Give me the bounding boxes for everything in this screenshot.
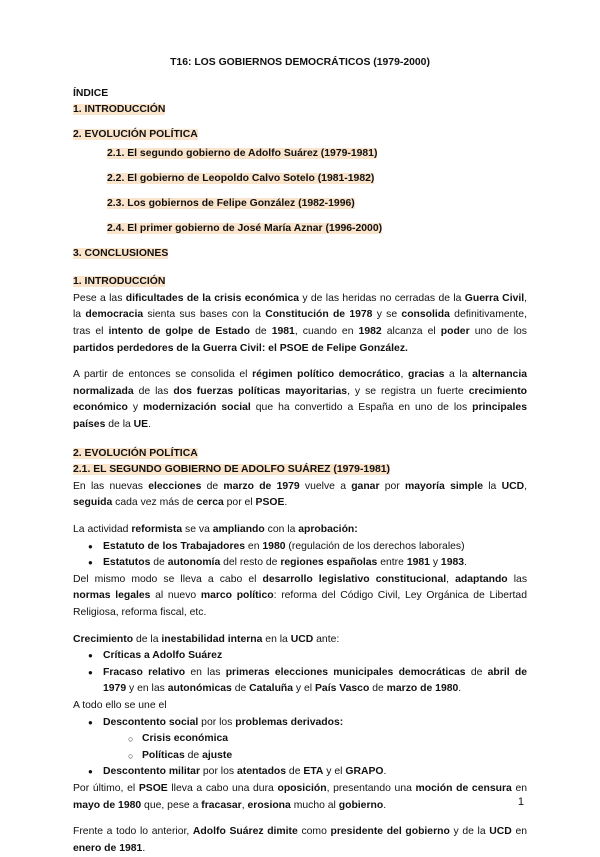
bold-text: mayoría simple bbox=[404, 480, 483, 492]
text: A partir de entonces se consolida el bbox=[73, 369, 253, 381]
bold-text: Críticas a Adolfo Suárez bbox=[103, 650, 223, 662]
list-item bbox=[73, 764, 527, 781]
bold-text: elecciones bbox=[148, 480, 202, 492]
bold-text: Estatutos bbox=[103, 557, 151, 569]
text: y bbox=[127, 402, 144, 414]
bold-text: 1981 bbox=[406, 557, 430, 569]
bold-text: 1981 bbox=[271, 326, 295, 338]
evolucion-paragraph-5 bbox=[73, 698, 527, 715]
bold-text: erosiona bbox=[247, 799, 291, 811]
index-item-conclusiones: 3. CONCLUSIONES bbox=[73, 247, 169, 259]
bold-text: UCD bbox=[489, 826, 512, 838]
evolucion-paragraph-1 bbox=[73, 479, 527, 512]
bold-text: alternancia normalizada bbox=[73, 369, 527, 397]
text: de la bbox=[133, 633, 162, 645]
bold-text: PSOE bbox=[138, 782, 168, 794]
text: lleva a cabo una dura bbox=[167, 782, 278, 794]
bold-text: ampliando bbox=[212, 524, 265, 536]
text: . bbox=[383, 799, 387, 811]
bold-text: reformista bbox=[131, 524, 183, 536]
evolucion-paragraph-2 bbox=[73, 522, 527, 539]
bold-text: marzo de 1980 bbox=[386, 683, 459, 695]
bold-text: modernización social bbox=[143, 402, 251, 414]
bold-text: ajuste bbox=[202, 749, 233, 761]
bold-text: UCD bbox=[501, 480, 525, 492]
evolucion-section bbox=[73, 446, 527, 857]
text: Pese a las bbox=[73, 292, 126, 304]
evolucion-paragraph-4 bbox=[73, 632, 527, 649]
text: de bbox=[369, 683, 387, 695]
text: Por último, el bbox=[73, 782, 139, 794]
text: por bbox=[379, 480, 405, 492]
bold-text: PSOE bbox=[255, 497, 285, 509]
text: por los bbox=[200, 766, 237, 778]
bold-text: enero de 1981 bbox=[73, 842, 143, 854]
bold-text: Adolfo Suárez dimite bbox=[192, 826, 298, 838]
list-item bbox=[73, 665, 527, 698]
evolucion-subheading: 2.1. EL SEGUNDO GOBIERNO DE ADOLFO SUÁREZ (1979-1981) bbox=[73, 464, 390, 476]
text: de bbox=[231, 683, 250, 695]
text: de bbox=[184, 749, 203, 761]
text: sienta sus bases con la bbox=[143, 309, 266, 321]
bold-text: Guerra Civil bbox=[464, 292, 525, 304]
bold-text: crecimiento económico bbox=[73, 385, 528, 414]
evolucion-paragraph-3 bbox=[73, 572, 527, 622]
text: definitivamente, tras el bbox=[73, 309, 527, 338]
text: la bbox=[483, 480, 502, 492]
text: del resto de bbox=[220, 557, 281, 569]
bold-text: ganar bbox=[351, 480, 380, 492]
text: y en las bbox=[126, 683, 168, 695]
bold-text: Estatuto de los Trabajadores bbox=[103, 540, 246, 552]
bold-text: dificultades de la crisis económica bbox=[125, 292, 300, 304]
bold-text: 1980 bbox=[262, 540, 286, 552]
text: , y se registra un fuerte bbox=[347, 385, 469, 397]
text: . bbox=[458, 683, 462, 695]
bold-text: Constitución de 1978 bbox=[265, 309, 373, 321]
aprobacion-list bbox=[73, 539, 527, 572]
bold-text: GRAPO bbox=[345, 766, 384, 778]
bold-text: UE bbox=[133, 419, 149, 431]
bold-text: seguida bbox=[73, 497, 113, 509]
text: de bbox=[465, 666, 488, 678]
bold-text: ETA bbox=[303, 766, 324, 778]
text: de la bbox=[105, 419, 134, 431]
text: de las bbox=[133, 385, 174, 397]
text: , la bbox=[73, 292, 528, 321]
bold-text: 1982 bbox=[358, 326, 382, 338]
bold-text: intento de golpe de Estado bbox=[108, 326, 251, 338]
text: que, pese a bbox=[141, 799, 202, 811]
bold-text: moción de censura bbox=[415, 782, 512, 794]
bold-text: Descontento militar bbox=[103, 766, 200, 778]
text: en bbox=[511, 782, 527, 794]
text: de bbox=[150, 557, 168, 569]
bold-text: gracias bbox=[407, 369, 445, 381]
text: . bbox=[464, 557, 467, 569]
index-heading: ÍNDICE bbox=[73, 87, 109, 99]
text: alcanza el bbox=[381, 326, 441, 338]
text: . bbox=[148, 419, 151, 431]
text: , bbox=[400, 369, 408, 381]
sublist-item bbox=[73, 748, 527, 765]
text: y el bbox=[293, 683, 315, 695]
bold-text: Fracaso relativo bbox=[103, 666, 186, 678]
index-item-2-1: 2.1. El segundo gobierno de Adolfo Suárez (1979-1981) bbox=[107, 147, 378, 159]
bold-text: fracasar bbox=[201, 799, 242, 811]
problemas-sublist bbox=[73, 731, 527, 764]
bold-text: dos fuerzas políticas mayoritarias bbox=[173, 385, 348, 397]
sublist-item bbox=[73, 731, 527, 748]
text: por el bbox=[223, 497, 256, 509]
bold-text: autonomía bbox=[167, 557, 221, 569]
index-item-2-3: 2.3. Los gobiernos de Felipe González (1982-1996) bbox=[107, 197, 355, 209]
bold-text: partidos perdedores de la Guerra Civil: el PSOE de Felipe González. bbox=[73, 342, 408, 354]
page-number: 1 bbox=[517, 796, 524, 808]
index-item-intro: 1. INTRODUCCIÓN bbox=[73, 104, 166, 116]
text: en la bbox=[262, 633, 291, 645]
bold-text: gobierno bbox=[338, 799, 384, 811]
text: con la bbox=[264, 524, 299, 536]
text: , presentando una bbox=[326, 782, 416, 794]
descontento-list-2 bbox=[73, 764, 527, 781]
intro-paragraph-2 bbox=[73, 367, 527, 433]
bold-text: aprobación: bbox=[298, 524, 358, 536]
document-title: T16: LOS GOBIERNOS DEMOCRÁTICOS (1979-2000) bbox=[170, 57, 430, 68]
list-item bbox=[73, 539, 527, 556]
intro-heading: 1. INTRODUCCIÓN bbox=[73, 276, 166, 288]
text: y de las heridas no cerradas de la bbox=[299, 292, 465, 304]
text: ante: bbox=[313, 633, 340, 645]
text: mucho al bbox=[290, 799, 339, 811]
bold-text: régimen político democrático bbox=[252, 369, 401, 381]
bold-text: inestabilidad interna bbox=[161, 633, 263, 645]
bold-text: primeras elecciones municipales democráticas bbox=[225, 666, 466, 678]
evolucion-paragraph-7 bbox=[73, 824, 527, 857]
bold-text: adaptando bbox=[455, 573, 508, 585]
bold-text: Descontento social bbox=[103, 716, 199, 728]
text: A todo ello se une el bbox=[73, 699, 167, 711]
text: al nuevo bbox=[150, 590, 201, 602]
text: entre bbox=[377, 557, 407, 569]
inestabilidad-list bbox=[73, 648, 527, 698]
bold-text: 1983 bbox=[440, 557, 465, 569]
bold-text: UCD bbox=[290, 633, 314, 645]
text: a la bbox=[444, 369, 473, 381]
descontento-list bbox=[73, 715, 527, 732]
index-item-2-4: 2.4. El primer gobierno de José María Aznar (1996-2000) bbox=[107, 222, 383, 234]
bold-text: principales países bbox=[73, 402, 527, 431]
bold-text: cerca bbox=[196, 497, 224, 509]
bold-text: problemas derivados: bbox=[235, 716, 344, 728]
bold-text: Cataluña bbox=[249, 683, 294, 695]
evolucion-paragraph-6 bbox=[73, 781, 527, 814]
text: y el bbox=[323, 766, 346, 778]
text: vuelve a bbox=[299, 480, 352, 492]
bold-text: oposición bbox=[277, 782, 327, 794]
index-item-2-2: 2.2. El gobierno de Leopoldo Calvo Sotelo (1981-1982) bbox=[107, 172, 375, 184]
index-section bbox=[73, 86, 527, 263]
text: en las bbox=[185, 666, 226, 678]
evolucion-heading: 2. EVOLUCIÓN POLÍTICA bbox=[73, 447, 198, 459]
document-page bbox=[73, 55, 527, 857]
list-item bbox=[73, 555, 527, 572]
bold-text: marco político bbox=[200, 590, 274, 602]
bold-text: normas legales bbox=[73, 590, 151, 602]
list-item bbox=[73, 648, 527, 665]
text: en bbox=[511, 826, 528, 838]
bold-text: mayo de 1980 bbox=[73, 799, 142, 811]
text: en bbox=[245, 540, 263, 552]
text: Frente a todo lo anterior, bbox=[73, 826, 193, 838]
bold-text: consolida bbox=[401, 309, 450, 321]
text: de bbox=[201, 480, 224, 492]
text: , bbox=[524, 480, 527, 492]
text: La actividad bbox=[73, 524, 132, 536]
bold-text: atentados bbox=[236, 766, 287, 778]
bold-text: desarrollo legislativo constitucional bbox=[262, 573, 447, 585]
text: uno de los bbox=[469, 326, 527, 338]
text: . bbox=[383, 766, 387, 778]
text: como bbox=[297, 826, 331, 838]
bold-text: presidente del gobierno bbox=[330, 826, 450, 838]
bold-text: marzo de 1979 bbox=[223, 480, 300, 492]
text: se va bbox=[182, 524, 213, 536]
text: . bbox=[142, 842, 146, 854]
text: : reforma del Código Civil, Ley Orgánica de Libertad Religiosa, reforma fiscal, etc. bbox=[73, 590, 527, 618]
text: Del mismo modo se lleva a cabo el bbox=[73, 573, 263, 585]
text: y se bbox=[372, 309, 402, 321]
text: cada vez más de bbox=[112, 497, 197, 509]
text: de bbox=[250, 326, 272, 338]
index-item-evolucion: 2. EVOLUCIÓN POLÍTICA bbox=[73, 129, 198, 141]
bold-text: regiones españolas bbox=[280, 557, 378, 569]
text: de bbox=[286, 766, 304, 778]
bold-text: abril de 1979 bbox=[103, 666, 527, 695]
text: que ha convertido a España en uno de los bbox=[250, 402, 473, 414]
intro-paragraph-1 bbox=[73, 291, 527, 357]
bold-text: País Vasco bbox=[315, 683, 370, 695]
bold-text: poder bbox=[440, 326, 470, 338]
bold-text: Crecimiento bbox=[73, 633, 134, 645]
text: por los bbox=[198, 716, 236, 728]
text: y de la bbox=[449, 826, 490, 838]
text: (regulación de los derechos laborales) bbox=[285, 540, 465, 552]
bold-text: Políticas bbox=[142, 749, 185, 761]
text: . bbox=[284, 497, 288, 509]
intro-section bbox=[73, 274, 527, 433]
list-item bbox=[73, 715, 527, 732]
text: las bbox=[507, 573, 528, 585]
text: En las nuevas bbox=[73, 480, 149, 492]
text: , bbox=[241, 799, 248, 811]
text: , cuando en bbox=[294, 326, 359, 338]
bold-text: autonómicas bbox=[167, 683, 232, 695]
text: , bbox=[446, 573, 456, 585]
bold-text: democracia bbox=[85, 309, 144, 321]
text: y bbox=[429, 557, 441, 569]
bold-text: Crisis económica bbox=[142, 733, 229, 745]
